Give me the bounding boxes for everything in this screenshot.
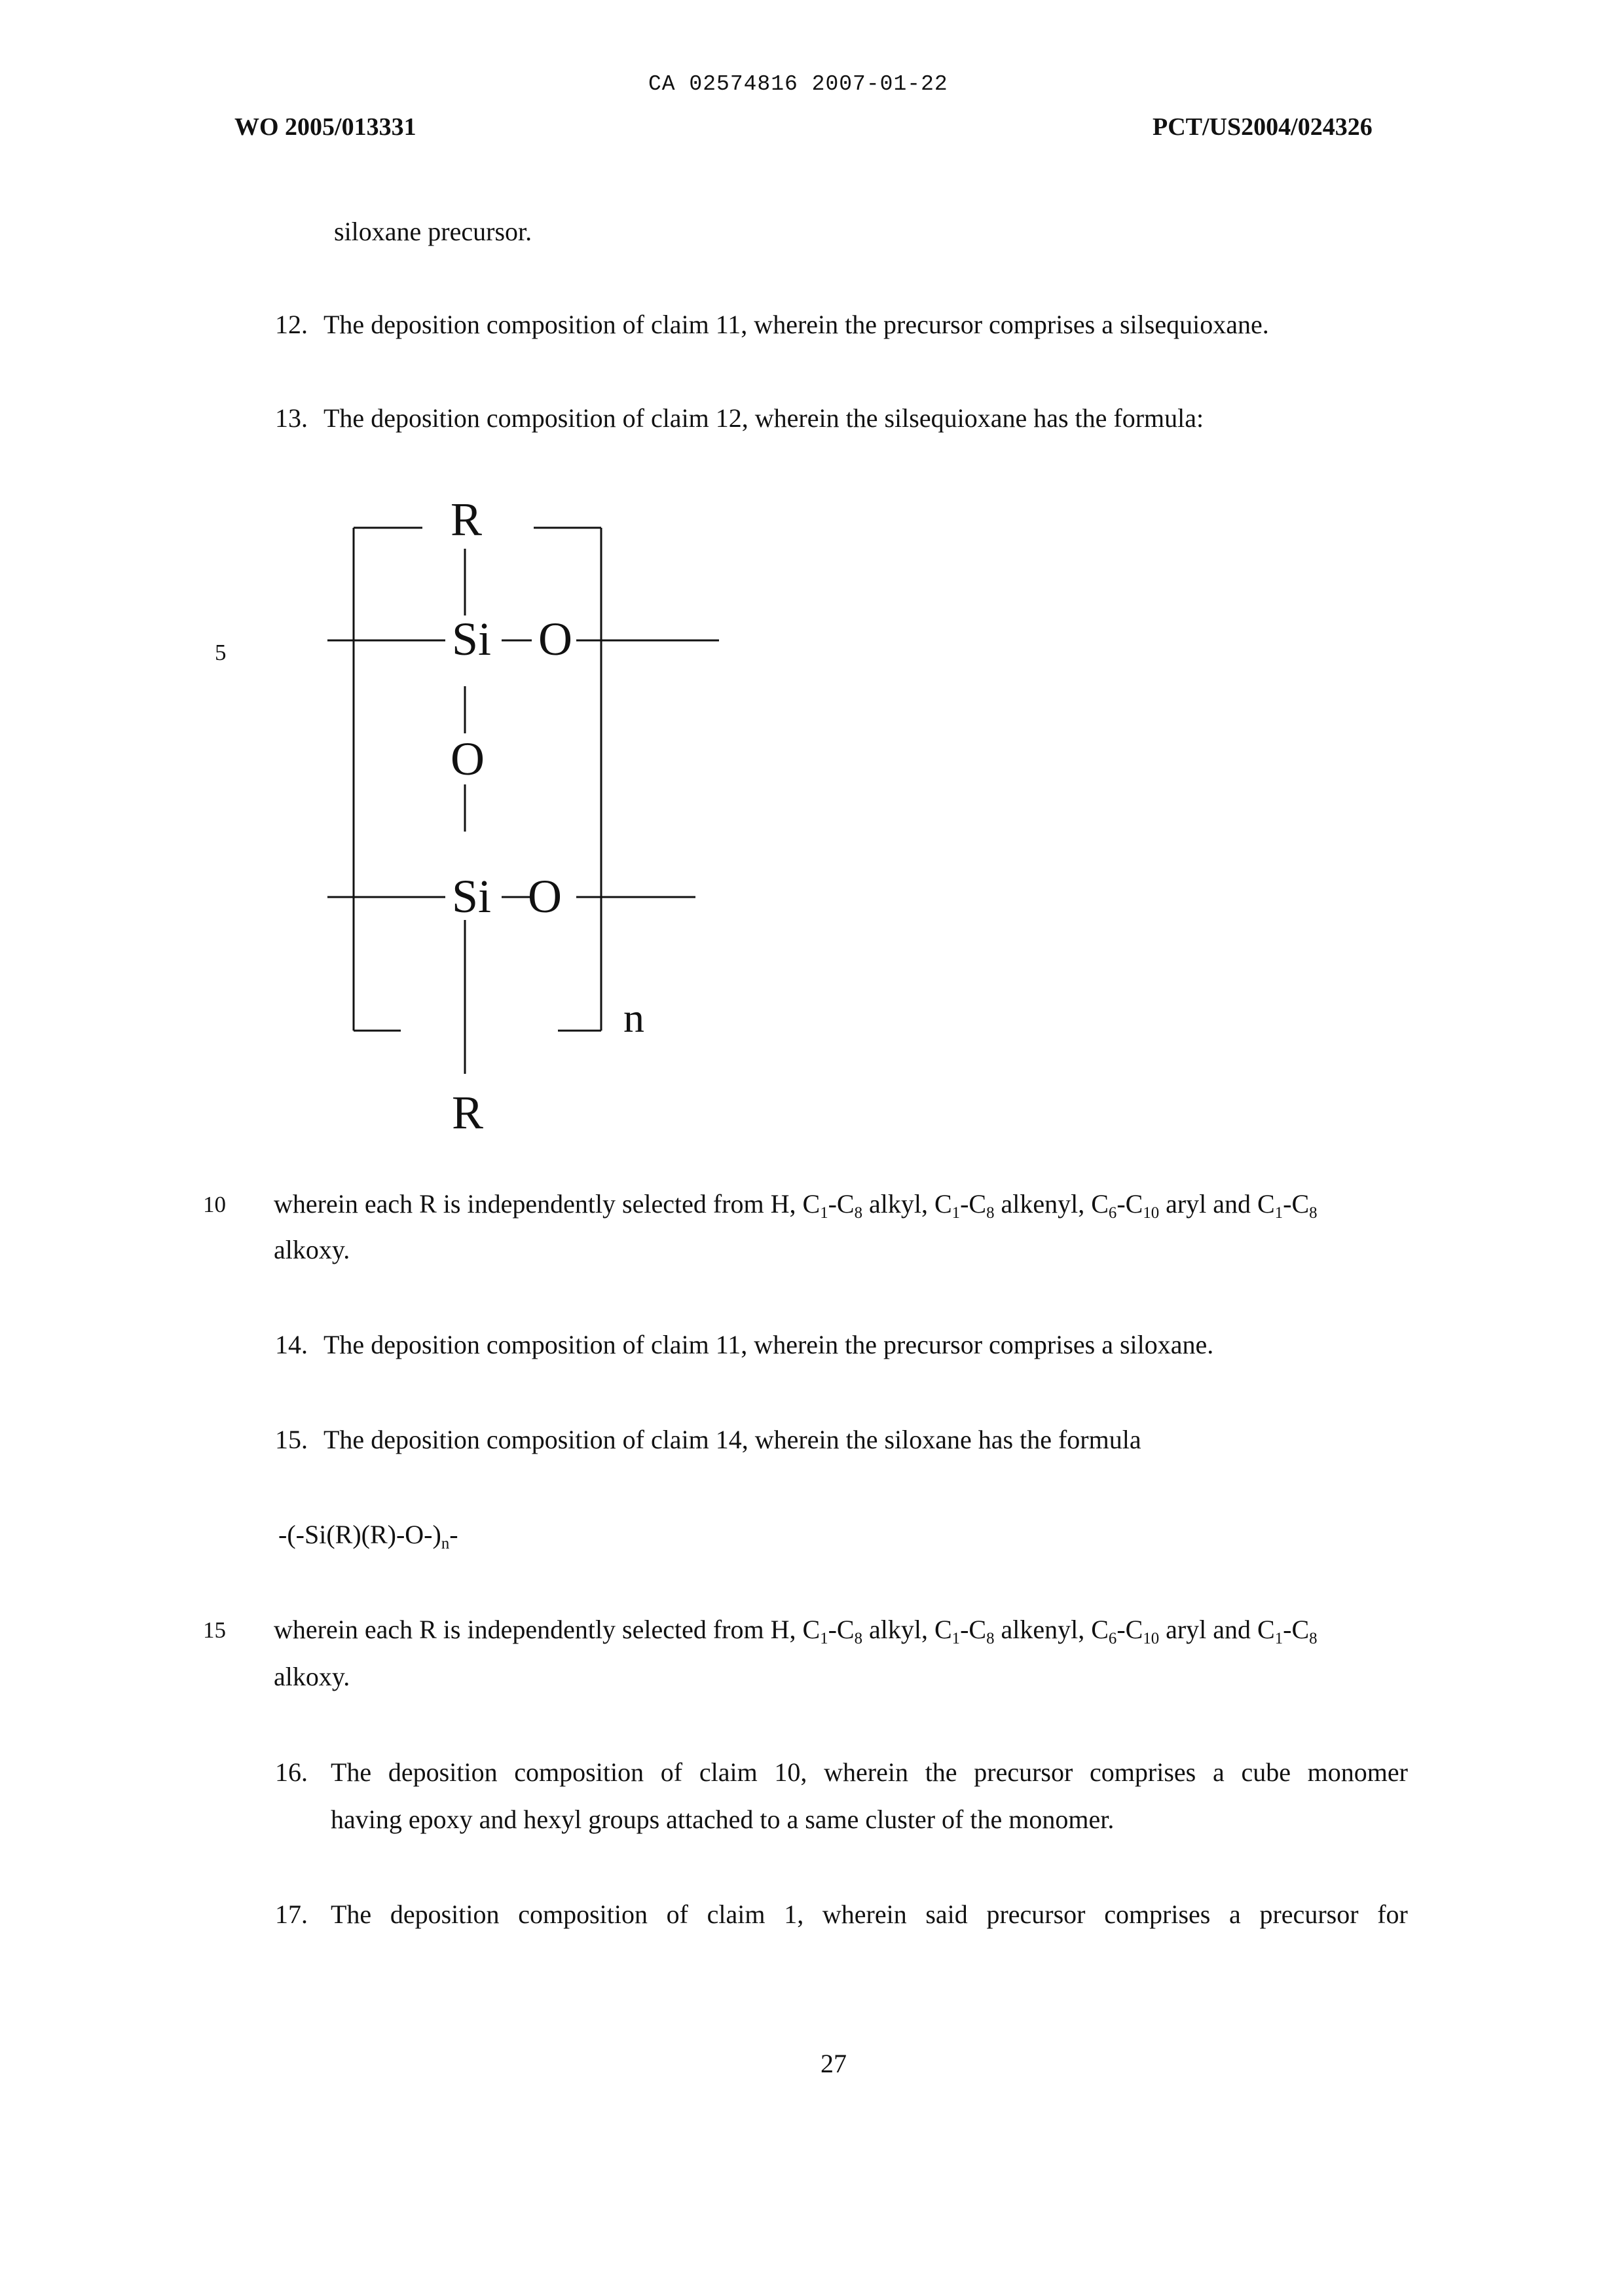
r-group-top: R — [451, 493, 483, 545]
claim-16-line-2: having epoxy and hexyl groups attached to a same cluster of the monomer. — [331, 1805, 1115, 1834]
page-number: 27 — [821, 2049, 847, 2078]
claim-11-continuation: siloxane precursor. — [334, 217, 532, 246]
claim-number: 12. — [275, 310, 308, 339]
silicon-atom: Si — [452, 870, 492, 923]
r-definition-end: alkoxy. — [274, 1662, 350, 1691]
claim-16-number: 16. — [275, 1757, 308, 1787]
repeat-unit-subscript: n — [623, 995, 644, 1041]
bridging-oxygen-atom: O — [451, 733, 485, 785]
r-definition: wherein each R is independently selected from H, $C_1-C_8$ alkyl, $C_1-C_8$ alkenyl, $C_6-C_{10}$ aryl and $C_1-C_8$ — [274, 1189, 1318, 1222]
claim-text: The deposition composition of claim 11, wherein the precursor comprises a siloxane. — [323, 1330, 1214, 1359]
claim-text: The deposition composition of claim 11, wherein the precursor comprises a silsequioxane. — [323, 310, 1269, 339]
oxygen-atom: O — [528, 870, 562, 923]
claim-15 — [275, 1424, 1141, 1455]
claim-16-line-1: The deposition composition of claim 10, wherein the precursor comprises a cube monomer — [331, 1757, 1408, 1787]
claim-text: The deposition composition of claim 12, wherein the silsequioxane has the formula: — [323, 403, 1204, 433]
claim-text: The deposition composition of claim 14, wherein the siloxane has the formula — [323, 1425, 1141, 1454]
line-number: 5 — [215, 640, 227, 665]
claim-number: 14. — [275, 1330, 308, 1359]
r-group-bottom: R — [452, 1086, 484, 1139]
silicon-atom: Si — [452, 613, 492, 665]
claim-17-line-1: The deposition composition of claim 1, wherein said precursor comprises a precursor for — [331, 1900, 1408, 1929]
line-number: 15 — [203, 1617, 226, 1643]
line-number: 10 — [203, 1192, 226, 1217]
claim-number: 13. — [275, 403, 308, 433]
siloxane-formula: $-(-Si(R)(R)-O-)_n-$ — [278, 1520, 458, 1552]
r-definition: wherein each R is independently selected from H, $C_1-C_8$ alkyl, $C_1-C_8$ alkenyl, $C_6-C_{10}$ aryl and $C_1-C_8$ — [274, 1615, 1318, 1647]
filing-stamp: CA 02574816 2007-01-22 — [648, 72, 948, 96]
claim-14 — [275, 1329, 1213, 1360]
claim-number: 15. — [275, 1425, 308, 1454]
application-number: PCT/US2004/024326 — [1153, 113, 1373, 141]
publication-number: WO 2005/013331 — [234, 113, 416, 141]
r-definition-end: alkoxy. — [274, 1235, 350, 1264]
claim-17-number: 17. — [275, 1900, 308, 1929]
oxygen-atom: O — [538, 613, 572, 665]
